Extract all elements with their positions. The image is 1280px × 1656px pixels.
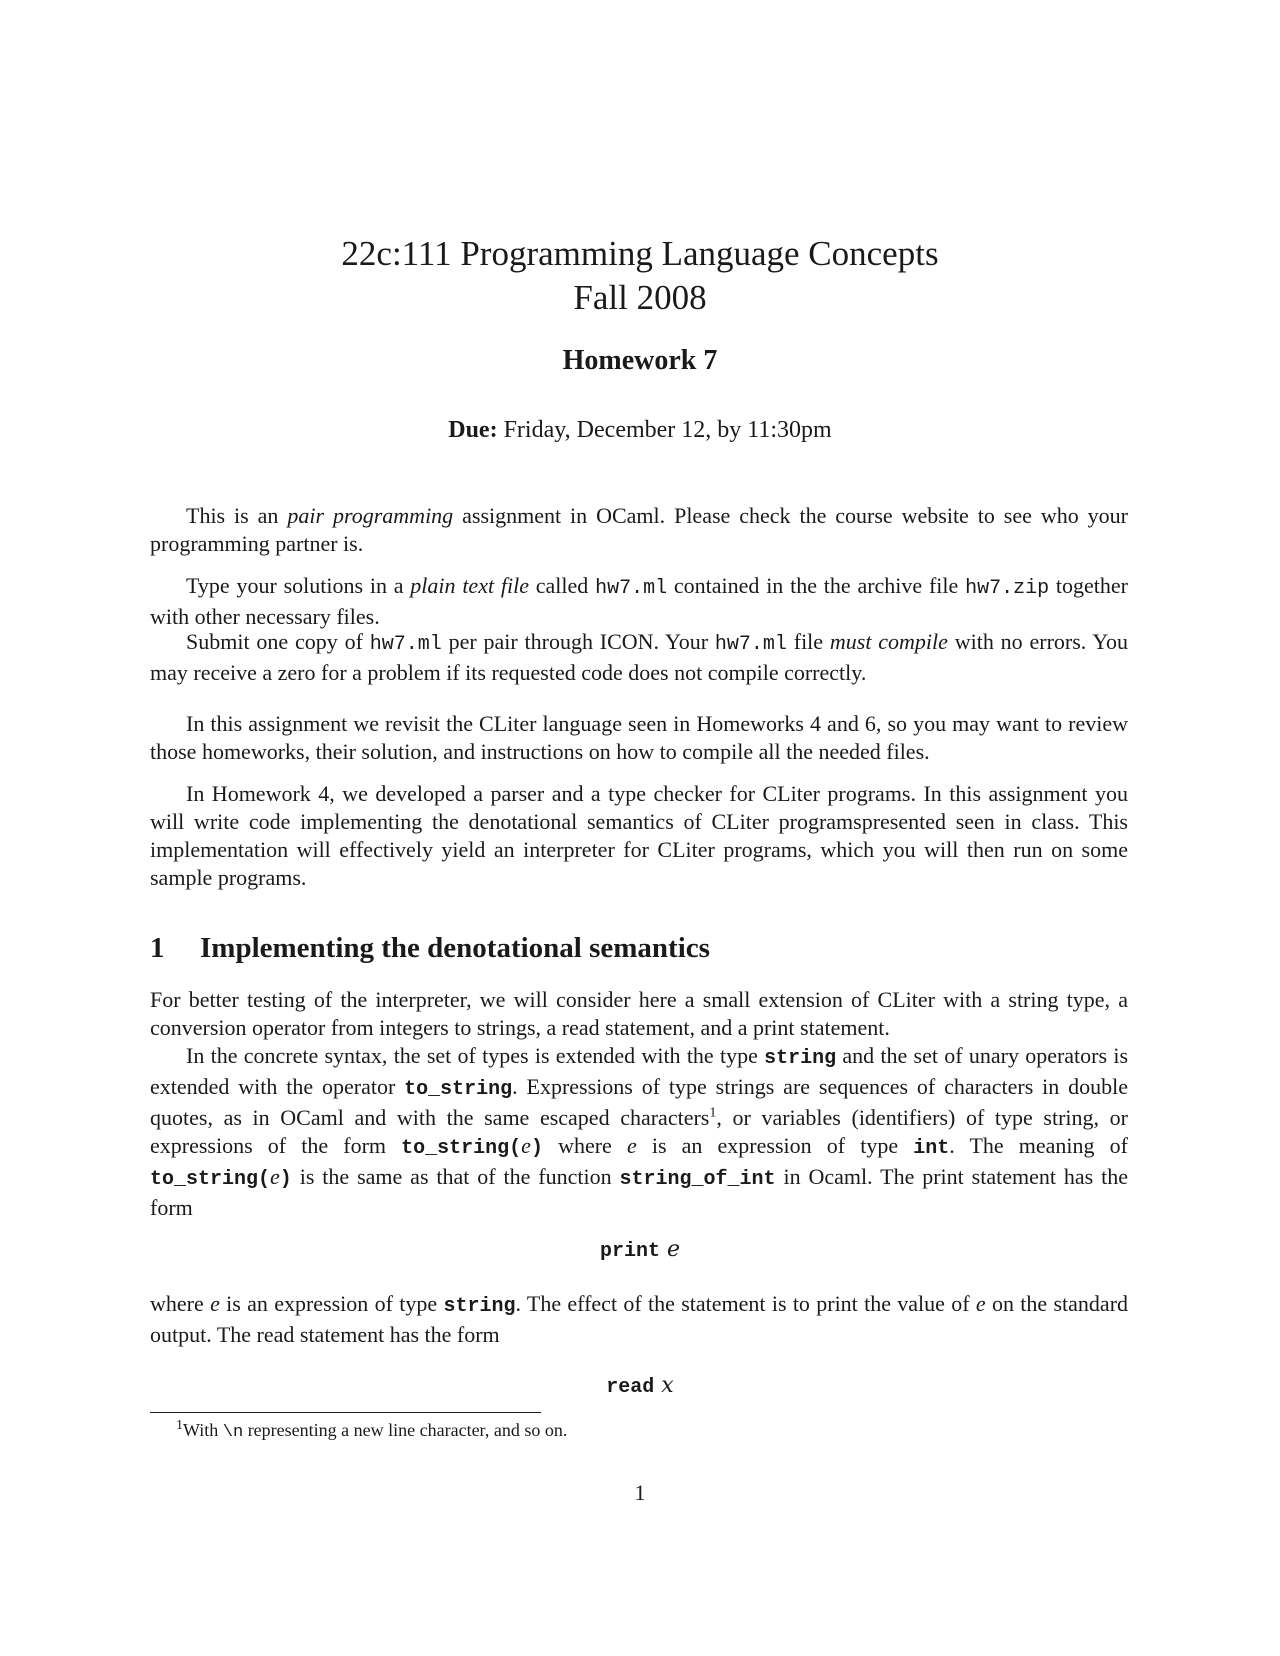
intro-paragraph-3: Submit one copy of hw7.ml per pair through ICON. Your hw7.ml file must compile with no errors. You may receive a zero for a problem if its requested code does not compile correctly. (150, 629, 1129, 685)
course-title: 22c:111 Programming Language Concepts (341, 234, 939, 273)
page-number: 1 (634, 1480, 646, 1505)
code-filename: hw7.ml (714, 633, 787, 656)
read-statement-display: read x (606, 1373, 674, 1399)
emphasis: plain text file (410, 573, 529, 598)
homework-title: Homework 7 (562, 345, 718, 376)
code-keyword: to_string (404, 1078, 513, 1101)
emphasis: pair programming (287, 503, 454, 528)
code-keyword: print (599, 1240, 660, 1263)
section-heading (150, 930, 1128, 966)
print-statement-display: print e (599, 1237, 681, 1263)
code-keyword: string (764, 1047, 837, 1070)
section-number: 1 (150, 932, 165, 964)
section-paragraph-1: For better testing of the interpreter, we will consider here a small extension of CLiter with a string type, a conversion operator from integers to strings, a read statement, and a print statement. (150, 987, 1128, 1040)
code-keyword: read (606, 1376, 655, 1399)
due-text: Friday, December 12, by 11:30pm (503, 417, 832, 443)
code-keyword: string_of_int (619, 1168, 776, 1191)
intro-paragraph-1: This is an pair programming assignment in OCaml. Please check the course website to see who your programming partner is. (150, 503, 1128, 556)
section-paragraph-2: In the concrete syntax, the set of types is extended with the type string and the set of unary operators is extended with the operator to_string. Expressions of type strings are sequences of characters in double quotes, as in OCaml and with the same escaped characters$^1$, or variables (identifiers) of type string, or expressions of the form to_string(e) where e is an expression of type int. The meaning of to_string(e) is the same as that of the function string_of_int in Ocaml. The print statement has the form (150, 1043, 1129, 1220)
code-keyword: int (913, 1137, 950, 1160)
section-paragraph-3: where e is an expression of type string. The effect of the statement is to print the value of e on the standard output. The read statement has the form (150, 1291, 1129, 1347)
course-term: Fall 2008 (573, 278, 707, 317)
footnote: $^1$With \n representing a new line character, and so on. (176, 1418, 568, 1442)
code-filename: hw7.ml (595, 577, 668, 600)
footnote-mark: 1 (709, 1105, 717, 1121)
code-filename: hw7.ml (369, 633, 442, 656)
section-title: Implementing the denotational semantics (200, 932, 710, 964)
footnote-mark: 1 (176, 1418, 183, 1433)
due-date (0, 414, 1280, 446)
footnote-rule (150, 1412, 541, 1413)
intro-paragraph-5: In Homework 4, we developed a parser and a type checker for CLiter programs. In this assignment you will write code implementing the denotational semantics of CLiter programspresented seen in class. This implementation will effectively yield an interpreter for CLiter programs, which you will then run on some sample programs. (150, 781, 1128, 890)
intro-paragraph-2: Type your solutions in a plain text file called hw7.ml contained in the the archive file hw7.zip together with other necessary files. (150, 573, 1128, 629)
code-escape: \n (222, 1423, 244, 1442)
intro-paragraph-4: In this assignment we revisit the CLiter language seen in Homeworks 4 and 6, so you may want to review those homeworks, their solution, and instructions on how to compile all the needed files. (150, 711, 1128, 764)
emphasis: must compile (829, 629, 948, 654)
due-label: Due: (448, 417, 498, 443)
code-keyword: string (443, 1295, 516, 1318)
code-filename: hw7.zip (965, 577, 1050, 600)
